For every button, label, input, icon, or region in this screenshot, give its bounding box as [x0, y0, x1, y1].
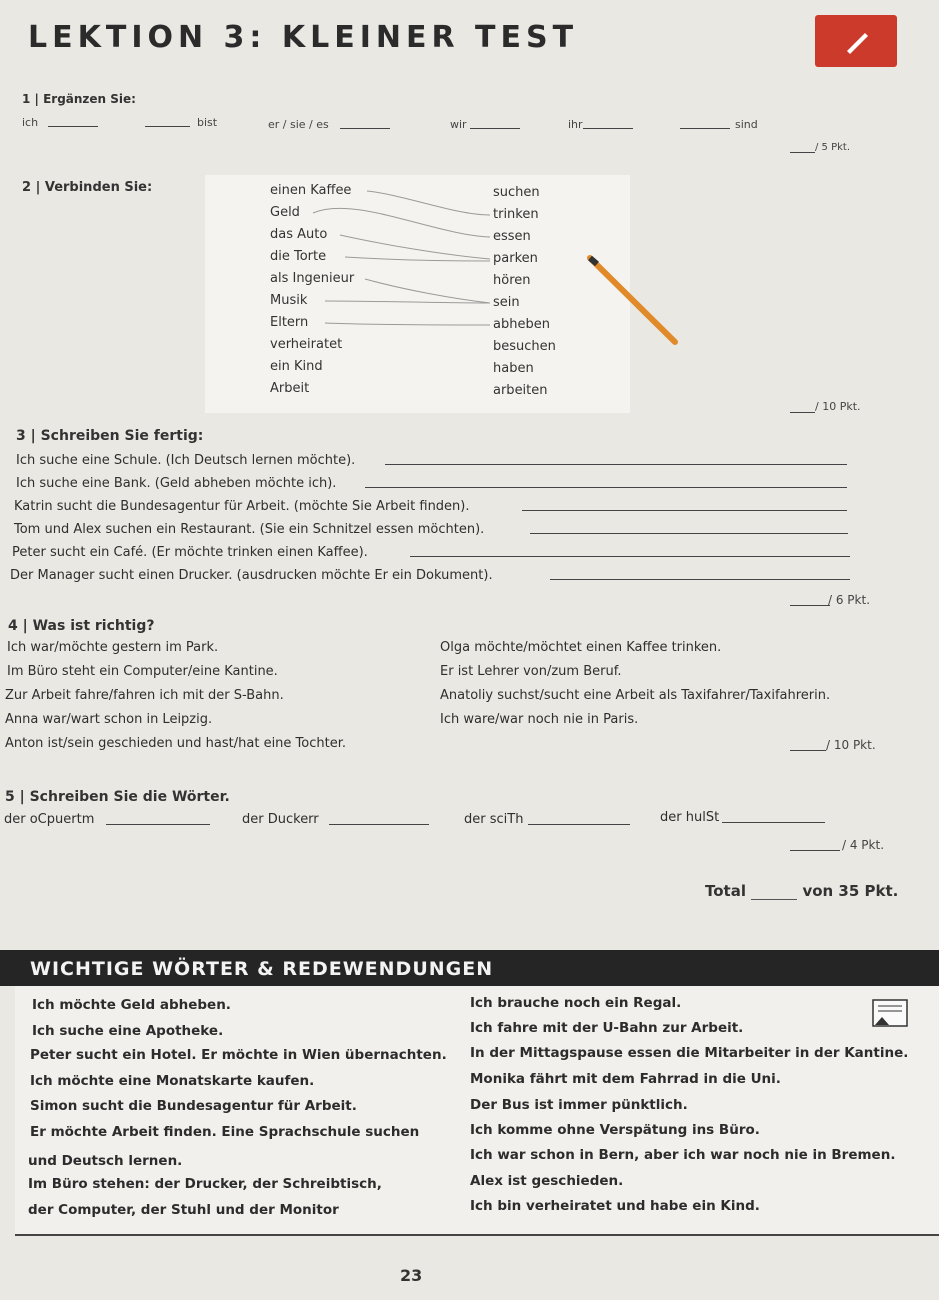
- match-left: Musik: [270, 293, 308, 308]
- s3-points: / 6 Pkt.: [828, 593, 871, 607]
- vocab-left-line: Ich möchte Geld abheben.: [32, 997, 231, 1013]
- s1-item: er / sie / es: [268, 118, 329, 131]
- s1-item: ich: [22, 116, 39, 129]
- match-left: Eltern: [270, 315, 309, 330]
- vocab-right-line: Alex ist geschieden.: [470, 1173, 624, 1189]
- page-title: LEKTION 3: KLEINER TEST: [28, 20, 579, 55]
- matching-box: [205, 175, 630, 413]
- s1-blank[interactable]: [680, 128, 730, 129]
- s3-answer-line[interactable]: [365, 487, 847, 488]
- s2-points-blank[interactable]: [790, 412, 815, 413]
- vocab-right-line: Ich brauche noch ein Regal.: [470, 995, 682, 1011]
- s1-item: wir: [450, 118, 467, 131]
- vocab-right-line: Ich komme ohne Verspätung ins Büro.: [470, 1122, 760, 1138]
- s2-heading: 2 | Verbinden Sie:: [22, 180, 153, 195]
- s4-left-item: Ich war/möchte gestern im Park.: [7, 640, 219, 655]
- match-right: besuchen: [493, 339, 556, 354]
- vocab-left-line: und Deutsch lernen.: [28, 1153, 183, 1169]
- s5-word: der oCpuertm: [4, 812, 95, 827]
- vocab-left-line: Simon sucht die Bundesagentur für Arbeit.: [30, 1098, 357, 1114]
- match-left: einen Kaffee: [270, 183, 352, 198]
- s1-blank[interactable]: [48, 126, 98, 127]
- s2-points: / 10 Pkt.: [815, 400, 861, 413]
- connector-lines: [205, 175, 630, 413]
- total-blank[interactable]: [751, 887, 797, 900]
- s1-blank[interactable]: [583, 128, 633, 129]
- s3-answer-line[interactable]: [522, 510, 847, 511]
- match-left: verheiratet: [270, 337, 343, 352]
- s5-answer-line[interactable]: [722, 822, 825, 823]
- page-number: 23: [400, 1266, 423, 1285]
- s4-right-item: Er ist Lehrer von/zum Beruf.: [440, 664, 622, 679]
- vocab-left-line: Ich möchte eine Monatskarte kaufen.: [30, 1073, 315, 1089]
- s3-answer-line[interactable]: [530, 533, 848, 534]
- s3-line: Tom und Alex suchen ein Restaurant. (Sie ein Schnitzel essen möchten).: [14, 522, 485, 537]
- match-left: die Torte: [270, 249, 327, 264]
- match-right: essen: [493, 229, 531, 244]
- s5-points: / 4 Pkt.: [842, 838, 885, 852]
- s4-points: / 10 Pkt.: [826, 738, 876, 752]
- s4-left-item: Anton ist/sein geschieden und hast/hat eine Tochter.: [5, 736, 346, 751]
- vocab-box: [15, 986, 939, 1236]
- s1-blank[interactable]: [145, 126, 190, 127]
- vocab-right-line: Monika fährt mit dem Fahrrad in die Uni.: [470, 1071, 781, 1087]
- s3-points-blank[interactable]: [790, 605, 830, 606]
- s1-heading: 1 | Ergänzen Sie:: [22, 92, 136, 106]
- vocab-left-line: der Computer, der Stuhl und der Monitor: [28, 1202, 339, 1218]
- s5-answer-line[interactable]: [106, 824, 210, 825]
- s5-word: der Duckerr: [242, 812, 319, 827]
- s4-right-item: Olga möchte/möchtet einen Kaffee trinken.: [440, 640, 722, 655]
- match-left: das Auto: [270, 227, 328, 242]
- s5-answer-line[interactable]: [528, 824, 630, 825]
- match-left: Arbeit: [270, 381, 310, 396]
- vocab-right-line: Ich fahre mit der U-Bahn zur Arbeit.: [470, 1020, 744, 1036]
- total-row: [705, 882, 898, 900]
- s3-line: Katrin sucht die Bundesagentur für Arbeit. (möchte Sie Arbeit finden).: [14, 499, 470, 514]
- match-right: haben: [493, 361, 534, 376]
- s1-points-blank[interactable]: [790, 152, 815, 153]
- match-right: trinken: [493, 207, 539, 222]
- s1-item: bist: [197, 116, 218, 129]
- match-right: sein: [493, 295, 520, 310]
- s1-points: / 5 Pkt.: [815, 142, 851, 153]
- s1-item: ihr: [568, 118, 583, 131]
- match-right: suchen: [493, 185, 540, 200]
- vocab-right-line: In der Mittagspause essen die Mitarbeiter in der Kantine.: [470, 1045, 909, 1061]
- s4-points-blank[interactable]: [790, 750, 826, 751]
- s4-heading: 4 | Was ist richtig?: [8, 618, 155, 634]
- s3-line: Peter sucht ein Café. (Er möchte trinken einen Kaffee).: [12, 545, 368, 560]
- vocab-left-line: Er möchte Arbeit finden. Eine Sprachschule suchen: [30, 1124, 420, 1140]
- match-left: als Ingenieur: [270, 271, 355, 286]
- pencil-illustration: [585, 250, 685, 350]
- match-right: arbeiten: [493, 383, 548, 398]
- s1-blank[interactable]: [470, 128, 520, 129]
- vocab-right-line: Ich bin verheiratet und habe ein Kind.: [470, 1198, 760, 1214]
- vocab-right-line: Der Bus ist immer pünktlich.: [470, 1097, 688, 1113]
- pencil-icon: [843, 27, 871, 55]
- lesson-badge: [815, 15, 897, 67]
- match-left: ein Kind: [270, 359, 323, 374]
- s3-answer-line[interactable]: [550, 579, 850, 580]
- book-icon: [870, 997, 910, 1031]
- s4-right-item: Ich ware/war noch nie in Paris.: [440, 712, 639, 727]
- s5-heading: 5 | Schreiben Sie die Wörter.: [5, 789, 230, 805]
- s4-left-item: Zur Arbeit fahre/fahren ich mit der S-Bahn.: [5, 688, 284, 703]
- total-suffix: von 35 Pkt.: [802, 882, 899, 900]
- s3-line: Ich suche eine Bank. (Geld abheben möchte ich).: [16, 476, 337, 491]
- match-right: parken: [493, 251, 538, 266]
- s3-line: Ich suche eine Schule. (Ich Deutsch lernen möchte).: [16, 453, 356, 468]
- s5-points-blank[interactable]: [790, 850, 840, 851]
- vocab-right-line: Ich war schon in Bern, aber ich war noch nie in Bremen.: [470, 1147, 896, 1163]
- s4-left-item: Anna war/wart schon in Leipzig.: [5, 712, 213, 727]
- s4-right-item: Anatoliy suchst/sucht eine Arbeit als Taxifahrer/Taxifahrerin.: [440, 688, 831, 703]
- s3-answer-line[interactable]: [385, 464, 847, 465]
- vocab-left-line: Im Büro stehen: der Drucker, der Schreibtisch,: [28, 1176, 382, 1192]
- s3-answer-line[interactable]: [410, 556, 850, 557]
- s5-word: der hulSt: [660, 810, 720, 825]
- s4-left-item: Im Büro steht ein Computer/eine Kantine.: [7, 664, 278, 679]
- match-right: abheben: [493, 317, 550, 332]
- match-left: Geld: [270, 205, 300, 220]
- s1-blank[interactable]: [340, 128, 390, 129]
- s5-answer-line[interactable]: [329, 824, 429, 825]
- vocab-heading: WICHTIGE WÖRTER & REDEWENDUNGEN: [30, 958, 494, 980]
- vocab-left-line: Peter sucht ein Hotel. Er möchte in Wien übernachten.: [30, 1047, 447, 1063]
- s3-line: Der Manager sucht einen Drucker. (ausdrucken möchte Er ein Dokument).: [10, 568, 493, 583]
- s5-word: der sciTh: [464, 812, 524, 827]
- s3-heading: 3 | Schreiben Sie fertig:: [16, 428, 204, 444]
- total-label: Total: [705, 882, 746, 900]
- vocab-left-line: Ich suche eine Apotheke.: [32, 1023, 224, 1039]
- s1-item: sind: [735, 118, 758, 131]
- match-right: hören: [493, 273, 531, 288]
